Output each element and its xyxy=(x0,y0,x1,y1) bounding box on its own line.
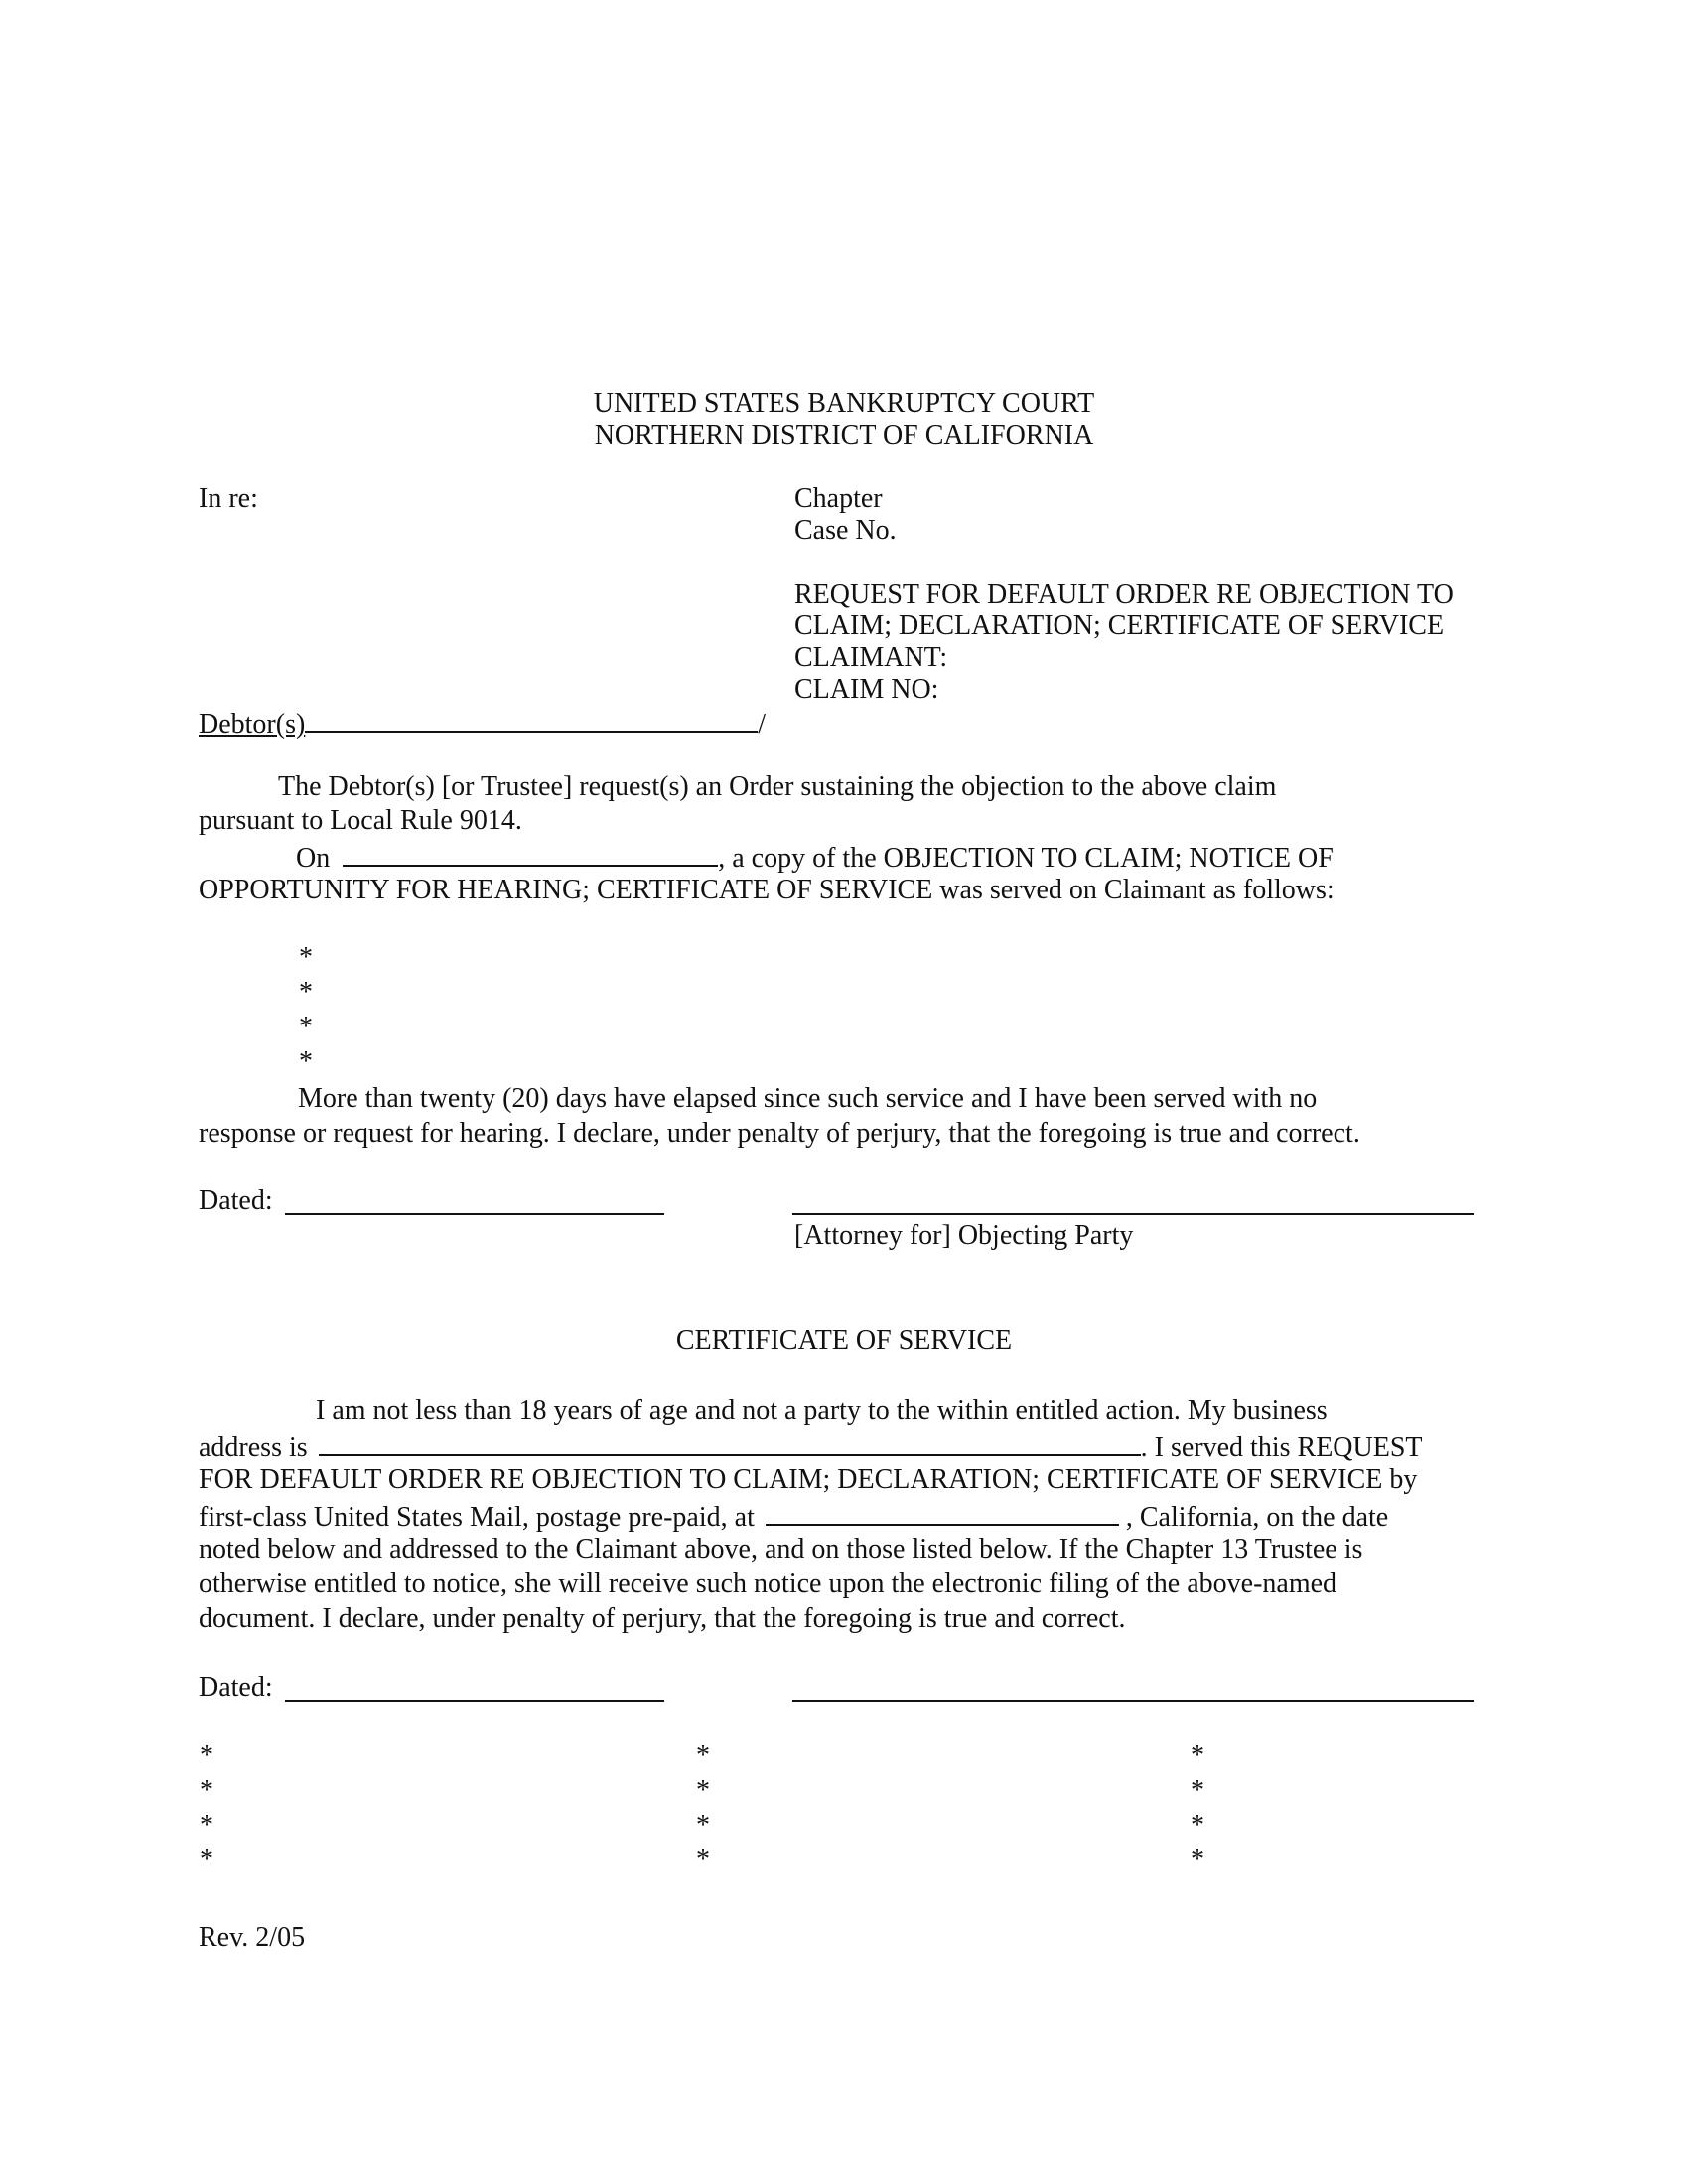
service-bullet: * xyxy=(299,1046,313,1077)
service-list-bullet: * xyxy=(1191,1810,1204,1841)
request-para1-line2: pursuant to Local Rule 9014. xyxy=(199,805,522,836)
document-title-line-2: CLAIM; DECLARATION; CERTIFICATE OF SERVICE xyxy=(794,611,1445,641)
service-list-bullet: * xyxy=(696,1844,710,1875)
service-bullet: * xyxy=(299,977,313,1008)
chapter-label: Chapter xyxy=(794,483,883,514)
request-para2-line2: OPPORTUNITY FOR HEARING; CERTIFICATE OF SERVICE was served on Claimant as follows: xyxy=(199,875,1335,905)
case-no-label: Case No. xyxy=(794,515,897,546)
certificate-signature-line xyxy=(792,1700,1474,1702)
certificate-line4 xyxy=(199,1498,1388,1535)
certificate-line3: FOR DEFAULT ORDER RE OBJECTION TO CLAIM; DECLARATION; CERTIFICATE OF SERVICE by xyxy=(199,1464,1418,1495)
debtors-label: Debtor(s) xyxy=(199,709,306,740)
certificate-heading: CERTIFICATE OF SERVICE xyxy=(675,1325,1013,1356)
service-list-bullet: * xyxy=(1191,1844,1204,1875)
certificate-line2-end: . I served this REQUEST xyxy=(1140,1433,1423,1463)
claimant-label: CLAIMANT: xyxy=(794,642,948,673)
request-dated-blank xyxy=(285,1213,664,1215)
request-para3-line2: response or request for hearing. I declare, under penalty of perjury, that the foregoing is true and correct. xyxy=(199,1118,1360,1149)
revision-label: Rev. 2/05 xyxy=(199,1922,306,1953)
request-para1-line1: The Debtor(s) [or Trustee] request(s) an Order sustaining the objection to the above claim xyxy=(278,771,1277,802)
certificate-line6: otherwise entitled to notice, she will receive such notice upon the electronic filing of the above-named xyxy=(199,1569,1337,1599)
service-list-bullet: * xyxy=(696,1740,710,1771)
court-name: UNITED STATES BANKRUPTCY COURT xyxy=(593,388,1095,419)
request-signature-line xyxy=(792,1213,1474,1215)
certificate-line4-end: , California, on the date xyxy=(1125,1502,1389,1533)
service-bullet: * xyxy=(299,1012,313,1042)
document-title-line-1: REQUEST FOR DEFAULT ORDER RE OBJECTION TO xyxy=(794,579,1454,610)
debtors-blank xyxy=(305,705,758,733)
service-list-bullet: * xyxy=(696,1810,710,1841)
service-list-bullet: * xyxy=(200,1740,213,1771)
service-bullet: * xyxy=(299,942,313,973)
business-address-blank xyxy=(319,1429,1141,1456)
request-para3-line1: More than twenty (20) days have elapsed since such service and I have been served with no xyxy=(298,1083,1318,1114)
debtors-line xyxy=(199,705,766,742)
service-list-bullet: * xyxy=(200,1775,213,1806)
caption-slash: / xyxy=(758,709,767,740)
request-para2-after: , a copy of the OBJECTION TO CLAIM; NOTICE OF xyxy=(718,843,1334,874)
service-list-bullet: * xyxy=(1191,1740,1204,1771)
signature-caption: [Attorney for] Objecting Party xyxy=(794,1220,1134,1251)
certificate-line2 xyxy=(199,1429,1423,1465)
on-label: On xyxy=(296,843,331,874)
service-list-bullet: * xyxy=(200,1844,213,1875)
service-date-blank xyxy=(343,839,718,867)
certificate-line5: noted below and addressed to the Claimant above, and on those listed below. If the Chapter 13 Trustee is xyxy=(199,1534,1363,1565)
address-label: address is xyxy=(199,1433,308,1463)
in-re-label: In re: xyxy=(199,483,258,514)
request-dated-label: Dated: xyxy=(199,1185,273,1216)
service-list-bullet: * xyxy=(1191,1775,1204,1806)
certificate-dated-blank xyxy=(285,1700,664,1702)
request-para2-line1 xyxy=(296,839,1334,876)
claim-no-label: CLAIM NO: xyxy=(794,674,939,705)
certificate-line4-start: first-class United States Mail, postage pre-paid, at xyxy=(199,1502,755,1533)
certificate-line1: I am not less than 18 years of age and not a party to the within entitled action. My business xyxy=(316,1395,1328,1426)
service-list-bullet: * xyxy=(696,1775,710,1806)
certificate-dated-label: Dated: xyxy=(199,1672,273,1703)
mailing-city-blank xyxy=(766,1498,1119,1526)
service-list-bullet: * xyxy=(200,1810,213,1841)
certificate-line7: document. I declare, under penalty of perjury, that the foregoing is true and correct. xyxy=(199,1603,1126,1634)
court-district: NORTHERN DISTRICT OF CALIFORNIA xyxy=(594,420,1094,451)
